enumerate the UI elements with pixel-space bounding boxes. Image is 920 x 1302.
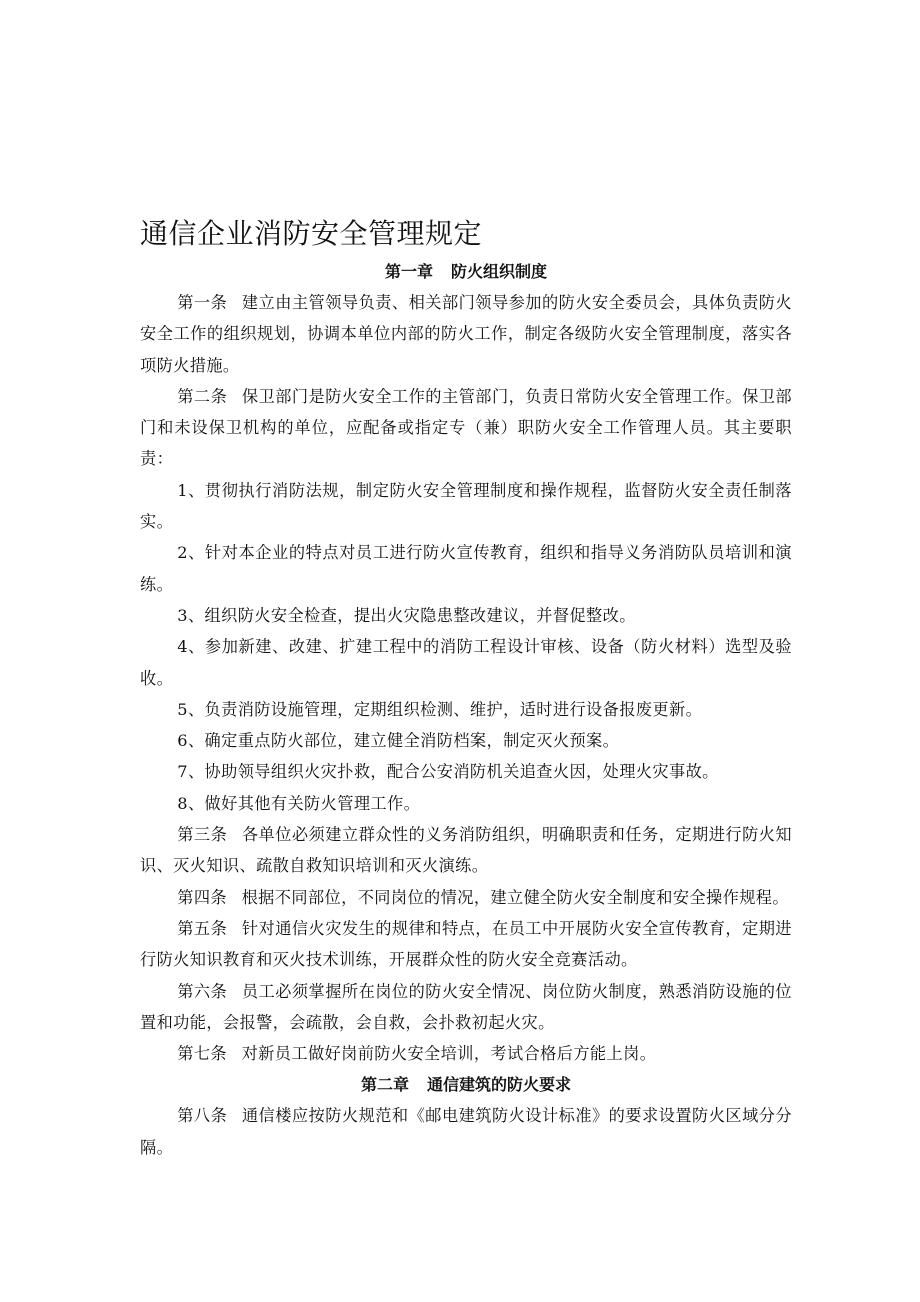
chapter-2-number: 第二章 <box>360 1075 409 1095</box>
duty-item: 5、负责消防设施管理，定期组织检测、维护，适时进行设备报废更新。 <box>177 699 703 719</box>
article-6-label: 第六条 <box>177 981 228 1001</box>
duty-item: 3、组织防火安全检查，提出火灾隐患整改建议，并督促整改。 <box>177 605 636 625</box>
article-4-text: 根据不同部位，不同岗位的情况，建立健全防火安全制度和安全操作规程。 <box>241 887 789 907</box>
article-5 <box>140 913 792 976</box>
article-1-text: 建立由主管领导负责、相关部门领导参加的防火安全委员会，具体负责防火安全工作的组织规划，协调本单位内部的防火工作，制定各级防火安全管理制度，落实各项防火措施。 <box>140 293 793 375</box>
duty-item: 6、确定重点防火部位，建立健全消防档案，制定灭火预案。 <box>177 731 620 751</box>
chapter-2-heading <box>140 1069 792 1100</box>
document-page <box>140 212 792 1163</box>
article-7-label: 第七条 <box>177 1044 228 1064</box>
article-7 <box>140 1038 792 1069</box>
article-1-label: 第一条 <box>177 293 228 312</box>
article-4 <box>140 882 792 913</box>
article-5-text: 针对通信火灾发生的规律和特点，在员工中开展防火安全宣传教育，定期进行防火知识教育和灭火技术训练，开展群众性的防火安全竞赛活动。 <box>140 918 793 970</box>
article-5-label: 第五条 <box>177 918 228 938</box>
article-2-label: 第二条 <box>177 386 228 406</box>
article-8-text: 通信楼应按防火规范和《邮电建筑防火设计标准》的要求设置防火区域分分隔。 <box>140 1106 793 1157</box>
article-2-text: 保卫部门是防火安全工作的主管部门，负责日常防火安全管理工作。保卫部门和未设保卫机构的单位，应配备或指定专（兼）职防火安全工作管理人员。其主要职责： <box>140 386 793 469</box>
article-8 <box>140 1100 792 1163</box>
article-4-label: 第四条 <box>177 887 228 907</box>
article-7-text: 对新员工做好岗前防火安全培训，考试合格后方能上岗。 <box>241 1044 657 1064</box>
chapter-2-title: 通信建筑的防火要求 <box>427 1075 572 1095</box>
duty-item: 7、协助领导组织火灾扑救，配合公安消防机关追查火因，处理火灾事故。 <box>177 762 719 782</box>
article-6 <box>140 976 792 1039</box>
article-3-text: 各单位必须建立群众性的义务消防组织，明确职责和任务，定期进行防火知识、灭火知识、疏散自救知识培训和灭火演练。 <box>140 825 793 876</box>
article-3-label: 第三条 <box>177 825 228 845</box>
duty-item: 2、针对本企业的特点对员工进行防火宣传教育，组织和指导义务消防队员培训和演练。 <box>140 543 792 594</box>
article-6-text: 员工必须掌握所在岗位的防火安全情况、岗位防火制度，熟悉消防设施的位置和功能，会报警，会疏散，会自救，会扑救初起火灾。 <box>140 981 793 1032</box>
chapter-1-title: 防火组织制度 <box>451 262 548 281</box>
article-3 <box>140 819 792 882</box>
duty-item: 4、参加新建、改建、扩建工程中的消防工程设计审核、设备（防火材料）选型及验收。 <box>140 637 792 688</box>
duty-item: 8、做好其他有关防火管理工作。 <box>177 793 421 813</box>
article-8-label: 第八条 <box>177 1106 228 1126</box>
document-title: 通信企业消防安全管理规定 <box>140 217 483 250</box>
article-2 <box>140 381 792 475</box>
chapter-1-heading <box>140 256 792 287</box>
chapter-1-number: 第一章 <box>384 262 433 281</box>
article-1 <box>140 287 792 381</box>
duty-item: 1、贯彻执行消防法规，制定防火安全管理制度和操作规程，监督防火安全责任制落实。 <box>140 480 792 532</box>
